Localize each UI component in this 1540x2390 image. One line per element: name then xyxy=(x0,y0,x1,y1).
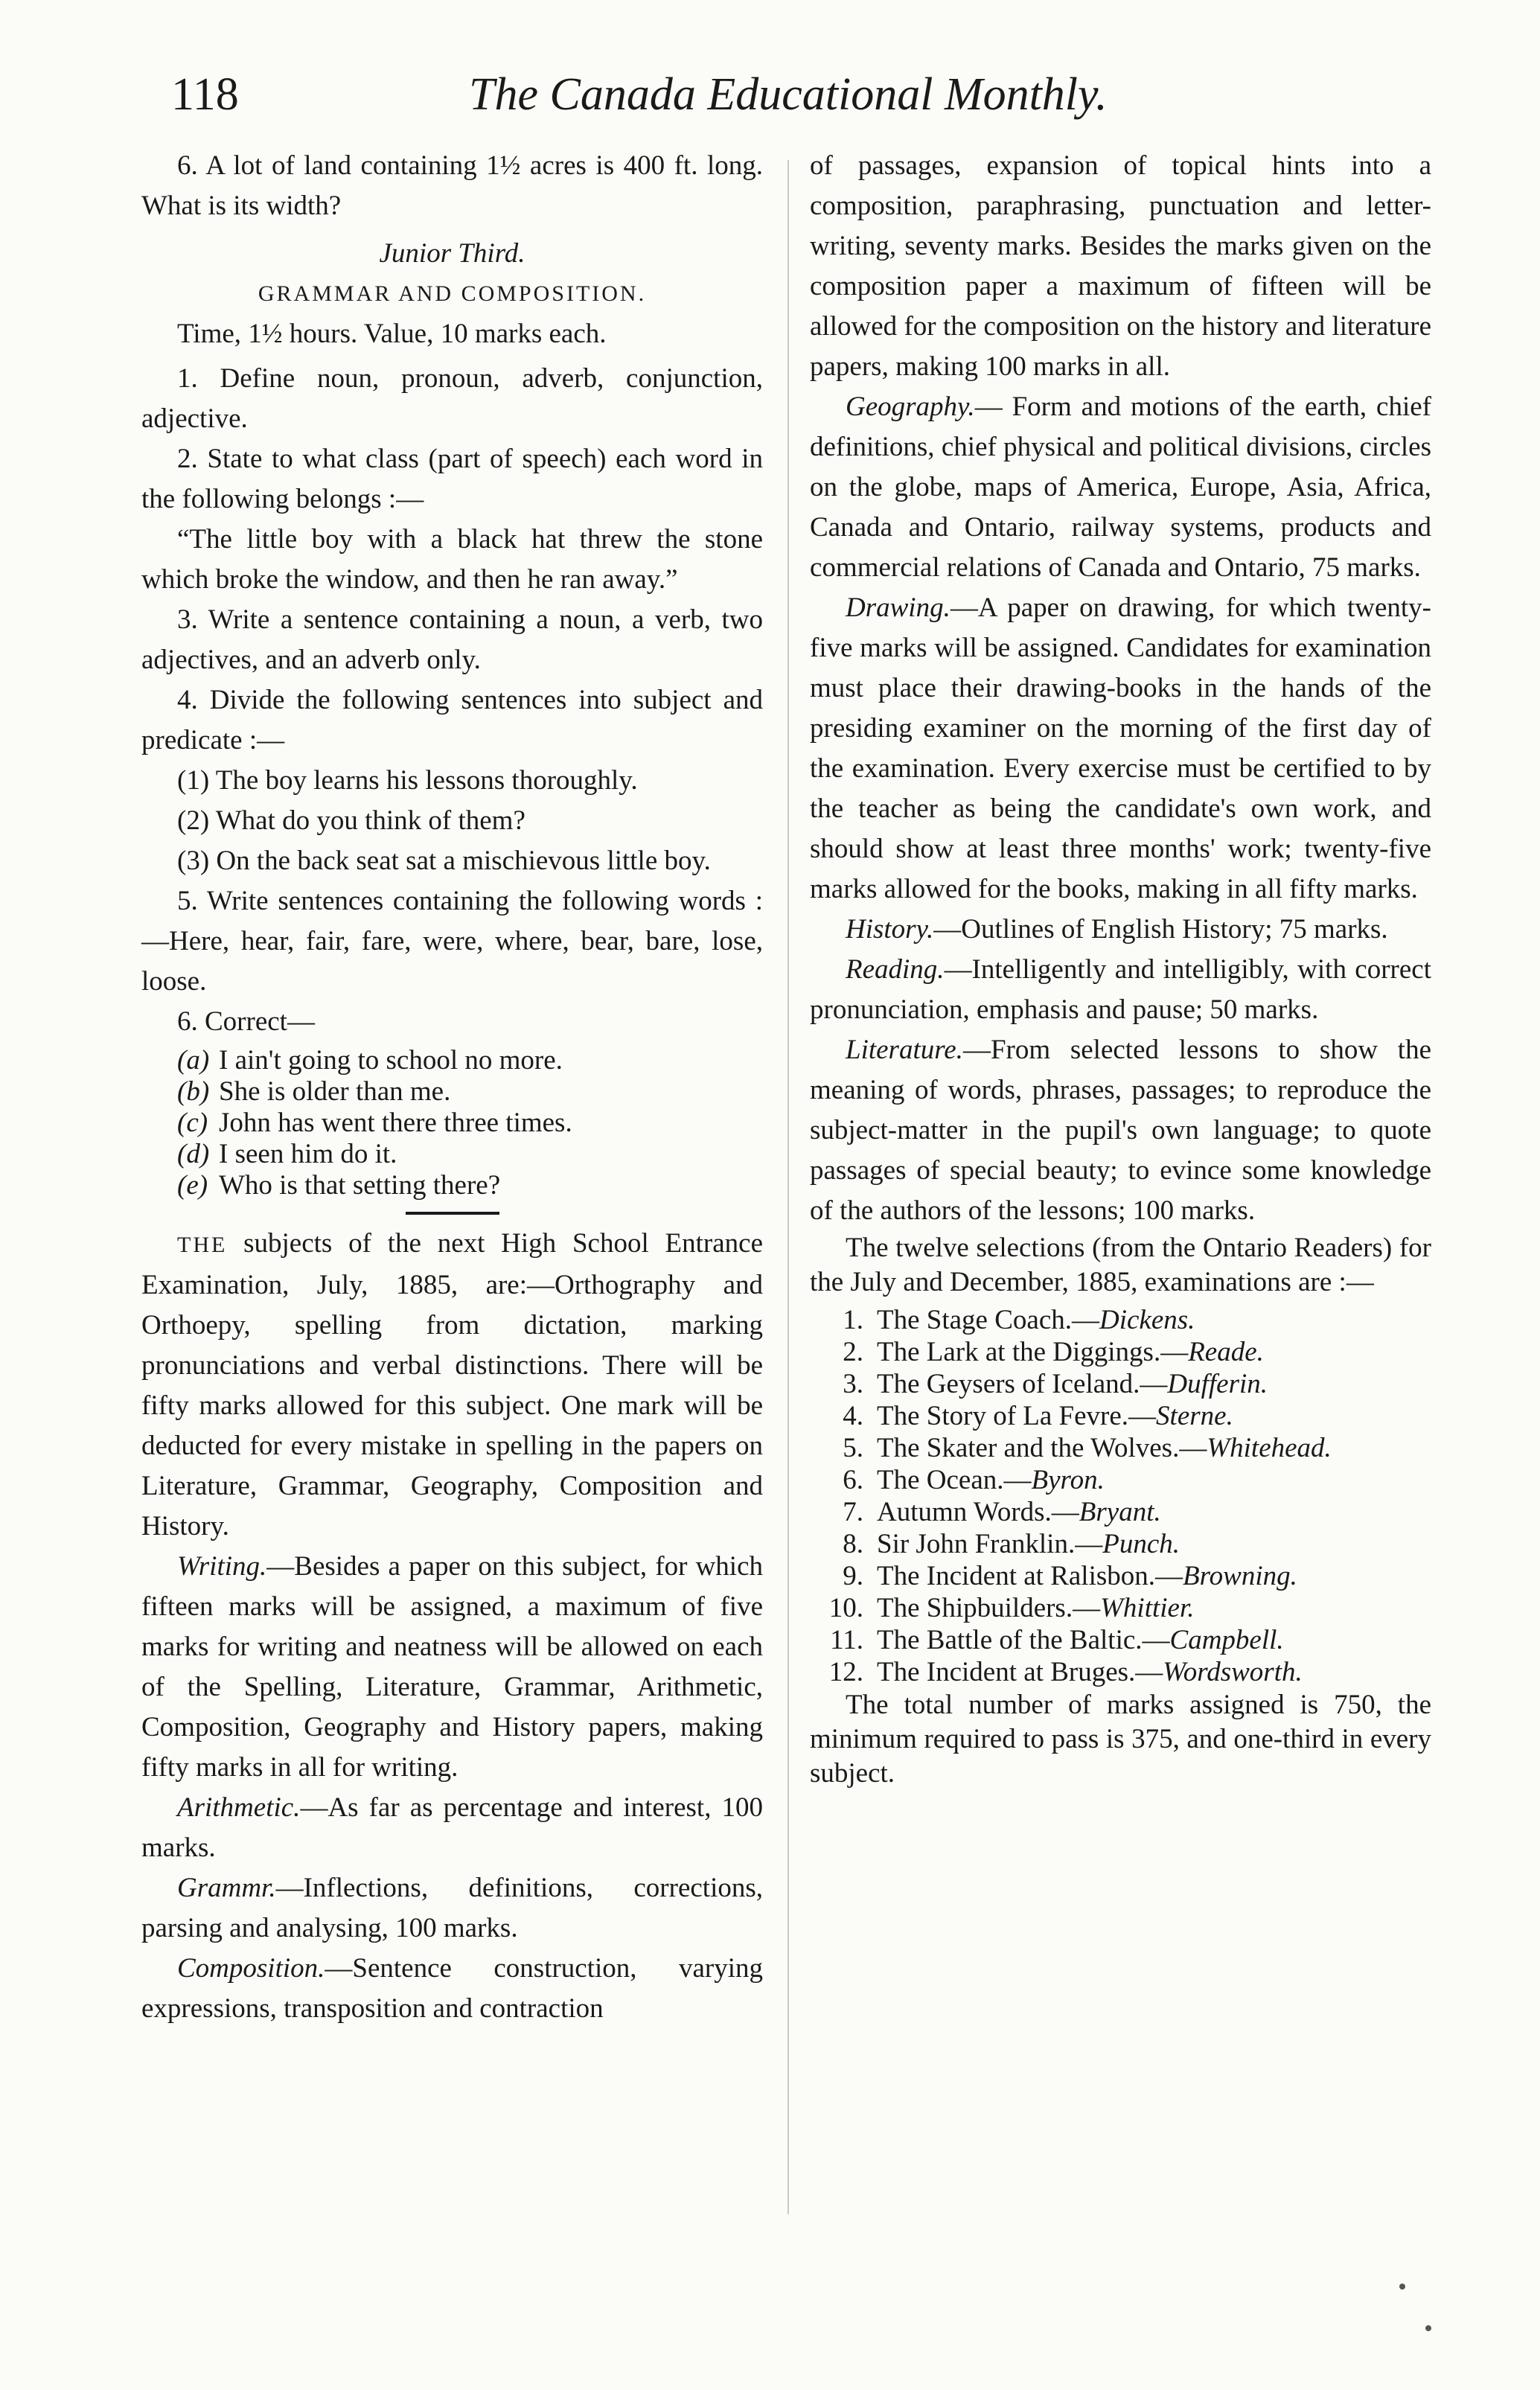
list-item: (d) I seen him do it. xyxy=(177,1139,397,1169)
selections-intro: The twelve selections (from the Ontario Readers) for the July and December, 1885, examinations are :— xyxy=(810,1233,1431,1297)
list-item: (c) John has went there three times. xyxy=(177,1108,572,1138)
page-header xyxy=(171,68,1422,135)
composition-paragraph: Composition.—Sentence construction, varying expressions, transposition and contraction xyxy=(141,1953,763,2024)
running-title: The Canada Educational Monthly. xyxy=(469,69,1108,120)
list-item: (b) She is older than me. xyxy=(177,1076,451,1107)
section-subtitle: GRAMMAR AND COMPOSITION. xyxy=(258,281,647,306)
list-item: 8. Sir John Franklin.—Punch. xyxy=(843,1529,1180,1559)
list-item: 10. The Shipbuilders.—Whittier. xyxy=(828,1593,1195,1623)
history-paragraph: History.—Outlines of English History; 75 marks. xyxy=(846,914,1388,945)
question-6-list xyxy=(141,1045,763,1201)
time-value: Time, 1½ hours. Value, 10 marks each. xyxy=(177,319,607,349)
list-item: 5. The Skater and the Wolves.—Whitehead. xyxy=(843,1433,1332,1463)
writing-paragraph: Writing.—Besides a paper on this subject, for which fifteen marks will be assigned, a maximum of five marks for writing and neatness will be allowed on each of the Spelling, Literature, Grammar, Arithmetic, Composition, Geography and History papers, making fifty marks in all for writing. xyxy=(141,1551,763,1783)
total-marks-paragraph: The total number of marks assigned is 750, the minimum required to pass is 375, and one-third in every subject. xyxy=(810,1690,1431,1789)
question-5: 5. Write sentences containing the following words :—Here, hear, fair, fare, were, where, bear, bare, lose, loose. xyxy=(141,886,763,997)
list-item: 11. The Battle of the Baltic.—Campbell. xyxy=(830,1625,1284,1655)
list-item: 6. The Ocean.—Byron. xyxy=(843,1465,1105,1495)
print-speck xyxy=(1399,2284,1405,2290)
question-6: 6. Correct— xyxy=(177,1006,315,1037)
question-4: 4. Divide the following sentences into subject and predicate :— xyxy=(141,685,763,755)
geography-paragraph: Geography.— Form and motions of the earth, chief definitions, chief physical and political divisions, circles on the globe, maps of America, Europe, Asia, Africa, Canada and Ontario, railway systems, products and commercial relations of Canada and Ontario, 75 marks. xyxy=(810,392,1431,583)
question-4-item: (1) The boy learns his lessons thoroughly. xyxy=(177,765,638,796)
composition-continued: of passages, expansion of topical hints into a composition, paraphrasing, punctuation and letter-writing, seventy marks. Besides the marks given on the composition paper a maximum of fifteen will be allowed for the composition on the history and literature papers, making 100 marks in all. xyxy=(810,150,1431,382)
arithmetic-paragraph: Arithmetic.—As far as percentage and interest, 100 marks. xyxy=(141,1792,763,1863)
question-4-item: (2) What do you think of them? xyxy=(177,805,525,836)
reading-paragraph: Reading.—Intelligently and intelligibly, with correct pronunciation, emphasis and pause; 50 marks. xyxy=(810,954,1431,1025)
list-item: 2. The Lark at the Diggings.—Reade. xyxy=(843,1337,1264,1367)
drawing-paragraph: Drawing.—A paper on drawing, for which twenty-five marks will be assigned. Candidates for examination must place their drawing-books in the hands of the presiding examiner on the morning of the first day of the examination. Every exercise must be certified to by the teacher as being the candidate's own work, and should show at least three months' work; twenty-five marks allowed for the books, making in all fifty marks. xyxy=(810,592,1431,904)
list-item: 3. The Geysers of Iceland.—Dufferin. xyxy=(843,1369,1268,1399)
right-column xyxy=(810,146,1431,1791)
list-item: (e) Who is that setting there? xyxy=(177,1170,501,1201)
page-number: 118 xyxy=(171,69,239,120)
column-divider xyxy=(787,160,789,2214)
list-item: (a) I ain't going to school no more. xyxy=(177,1045,563,1076)
list-item: 7. Autumn Words.—Bryant. xyxy=(843,1497,1161,1527)
left-column xyxy=(141,146,763,2029)
question-2: 2. State to what class (part of speech) each word in the following belongs :— xyxy=(141,444,763,514)
grammar-paragraph: Grammr.—Inflections, definitions, corrections, parsing and analysing, 100 marks. xyxy=(141,1873,763,1943)
section-divider xyxy=(406,1212,499,1215)
list-item: 9. The Incident at Ralisbon.—Browning. xyxy=(843,1561,1297,1591)
question-6-previous: 6. A lot of land containing 1½ acres is 400 ft. long. What is its width? xyxy=(141,150,763,221)
selections-list xyxy=(810,1304,1431,1688)
list-item: 4. The Story of La Fevre.—Sterne. xyxy=(843,1401,1233,1431)
list-item: 12. The Incident at Bruges.—Wordsworth. xyxy=(828,1657,1303,1687)
question-3: 3. Write a sentence containing a noun, a verb, two adjectives, and an adverb only. xyxy=(141,604,763,675)
entrance-paragraph: THE subjects of the next High School Entrance Examination, July, 1885, are:—Orthography and Orthoepy, spelling from dictation, marking pronunciations and verbal distinctions. There will be fifty marks allowed for this subject. One mark will be deducted for every mistake in spelling in the papers on Literature, Grammar, Geography, Composition and History. xyxy=(141,1228,763,1541)
literature-paragraph: Literature.—From selected lessons to show the meaning of words, phrases, passages; to reproduce the subject-matter in the pupil's own language; to quote passages of special beauty; to evince some knowledge of the authors of the lessons; 100 marks. xyxy=(810,1035,1431,1226)
section-title: Junior Third. xyxy=(379,238,525,269)
question-4-item: (3) On the back seat sat a mischievous little boy. xyxy=(177,846,711,876)
print-speck xyxy=(1425,2325,1431,2331)
question-2-quote: “The little boy with a black hat threw the stone which broke the window, and then he ran away.” xyxy=(141,524,763,595)
question-1: 1. Define noun, pronoun, adverb, conjunction, adjective. xyxy=(141,363,763,434)
list-item: 1. The Stage Coach.—Dickens. xyxy=(843,1305,1195,1335)
